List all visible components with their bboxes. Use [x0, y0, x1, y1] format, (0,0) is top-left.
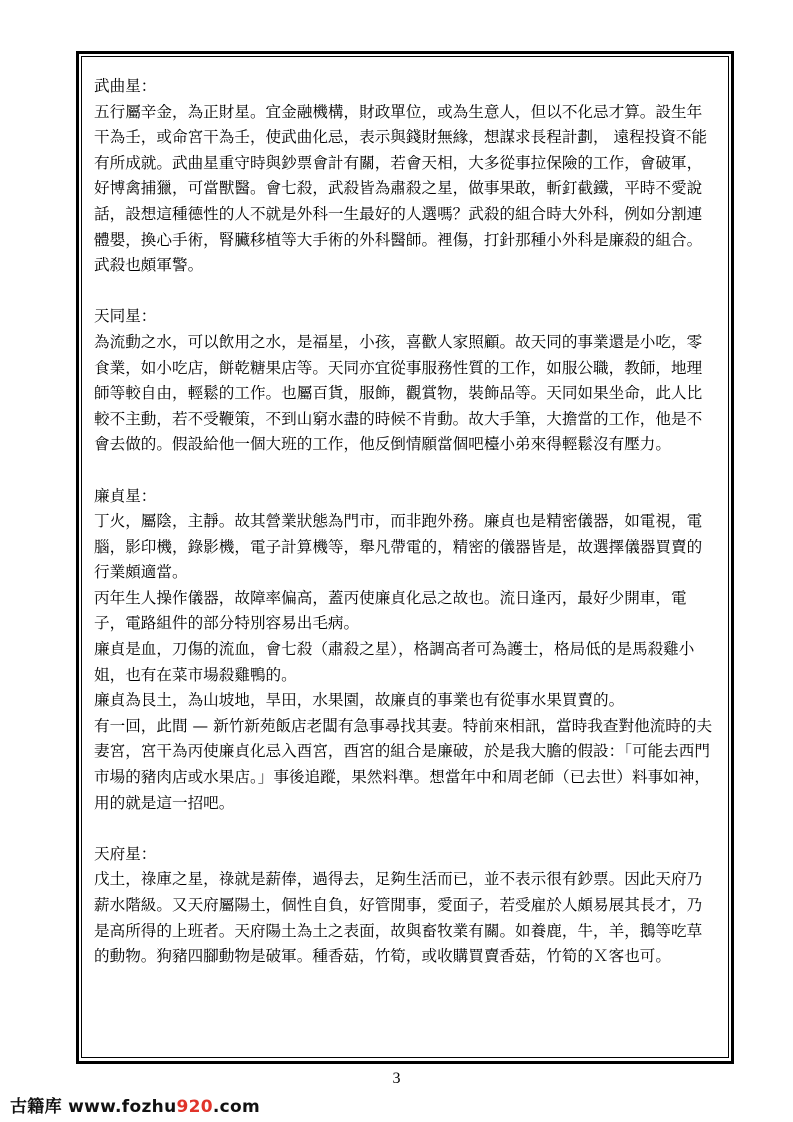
section-lianzhen — [94, 484, 714, 817]
section-wuqu — [94, 74, 714, 279]
section-tiantong — [94, 304, 714, 458]
page-number: 3 — [392, 1070, 401, 1087]
section-paragraph: 廉貞為艮土，為山坡地，旱田，水果園，故廉貞的事業也有從事水果買賣的。 — [94, 691, 625, 710]
section-paragraph: 戊土，祿庫之星，祿就是薪俸，過得去，足夠生活而已，並不表示很有鈔票。因此天府乃薪水階級。又天府屬陽土，個性自負，好管閒事，愛面子，若受雇於人頗易展其長才，乃是高所得的上班者。天府陽土為土之表面，故與畜牧業有關。如養鹿，牛，羊，鵝等吃草的動物。狗豬四腳動物是破軍。種香菇，竹筍，或收購買賣香菇，竹筍的Ｘ客也可。 — [94, 870, 703, 966]
section-heading: 廉貞星： — [94, 486, 157, 505]
section-tianfu — [94, 842, 714, 970]
section-paragraph: 為流動之水，可以飲用之水，是福星，小孩，喜歡人家照顧。故天同的事業還是小吃，零食業，如小吃店，餅乾糖果店等。天同亦宜從事服務性質的工作，如服公職，教師，地理師等較自由，輕鬆的工作。也屬百貨，服飾，觀賞物，裝飾品等。天同如果坐命，此人比較不主動，若不受鞭策，不到山窮水盡的時候不肯動。故大手筆，大擔當的工作，他是不會去做的。假設給他一個大班的工作，他反倒情願當個吧檯小弟來得輕鬆沒有壓力。 — [94, 332, 703, 454]
section-heading: 天同星： — [94, 307, 157, 326]
footer-url-prefix: www.fozhu — [68, 1097, 177, 1117]
footer-url-number: 920 — [176, 1097, 213, 1117]
section-paragraph: 丁火，屬陰，主靜。故其營業狀態為門市，而非跑外務。廉貞也是精密儀器，如電視，電腦，影印機，錄影機，電子計算機等，舉凡帶電的，精密的儀器皆是，故選擇儀器買賣的行業頗適當。 — [94, 512, 703, 582]
section-paragraph: 五行屬辛金，為正財星。宜金融機構，財政單位，或為生意人，但以不化忌才算。設生年干為壬，或命宮干為壬，使武曲化忌，表示與錢財無緣，想謀求長程計劃， 遠程投資不能有所成就。武曲星重守時與鈔票會計有關，若會天相，大多從事拉保險的工作，會破軍，好博禽捕獵，可當獸醫。會七殺，武殺皆為肅殺之星，做事果敢，斬釘截鐵，平時不愛說話，設想這種德性的人不就是外科一生最好的人選嗎？武殺的組合時大外科，例如分割連體嬰，換心手術，腎臟移植等大手術的外科醫師。裡傷，打針那種小外科是廉殺的組合。武殺也頗軍警。 — [94, 102, 708, 275]
footer-watermark-link[interactable] — [10, 1092, 260, 1117]
section-heading: 天府星： — [94, 844, 157, 863]
section-paragraph: 有一回，此間 — 新竹新苑飯店老闆有急事尋找其妻。特前來相訊，當時我查對他流時的夫妻宮，宮干為丙使廉貞化忌入酉宮，酉宮的組合是廉破，於是我大膽的假設：「可能去西門市場的豬肉店或水果店。」事後追蹤，果然料準。想當年中和周老師（已去世）料事如神，用的就是這一招吧。 — [94, 716, 713, 812]
footer-brand: 古籍库 — [10, 1097, 62, 1117]
section-paragraph: 廉貞是血，刀傷的流血，會七殺（肅殺之星），格調高者可為護士，格局低的是馬殺雞小姐，也有在菜市場殺雞鴨的。 — [94, 640, 695, 684]
document-body — [94, 74, 714, 995]
section-paragraph: 丙年生人操作儀器，故障率偏高，蓋丙使廉貞化忌之故也。流日逢丙，最好少開車，電子，電路組件的部分特別容易出毛病。 — [94, 588, 687, 633]
footer-url-suffix: .com — [212, 1097, 261, 1117]
section-heading: 武曲星： — [94, 77, 157, 95]
